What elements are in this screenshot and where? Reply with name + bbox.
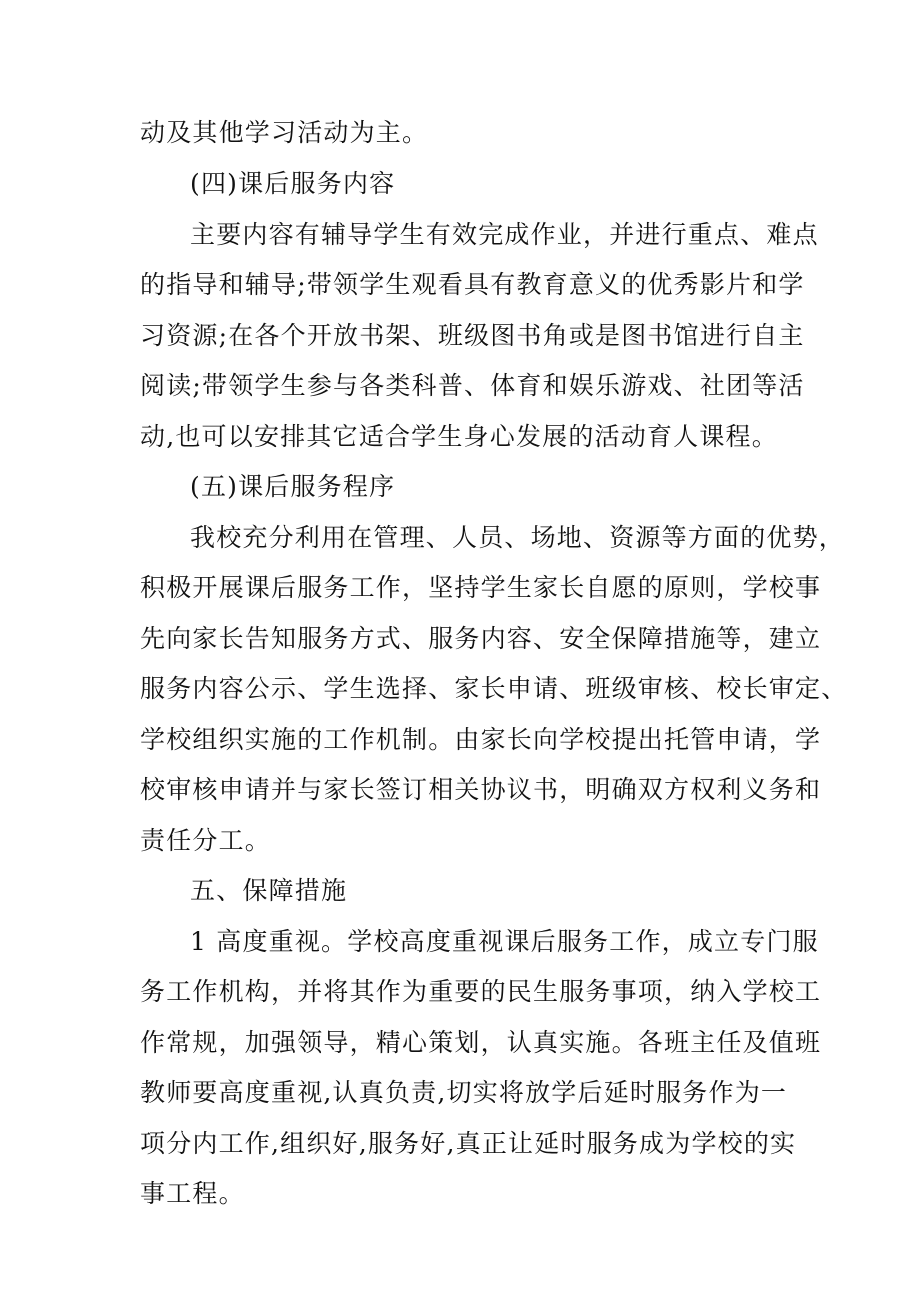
text-line-4: 的指导和辅导;带领学生观看具有教育意义的优秀影片和学: [140, 270, 805, 299]
text-line-14: 校审核申请并与家长签订相关协议书，明确双方权利义务和: [140, 775, 822, 804]
section-heading-4: (四)课后服务内容: [190, 169, 396, 198]
text-line-1: 动及其他学习活动为主。: [140, 118, 429, 147]
text-line-13: 学校组织实施的工作机制。由家长向学校提出托管申请，学: [140, 725, 822, 754]
text-line-12: 服务内容公示、学生选择、家长申请、班级审核、校长审定、: [140, 674, 848, 703]
text-line-11: 先向家长告知服务方式、服务内容、安全保障措施等，建立: [140, 624, 822, 653]
text-line-19: 作常规，加强领导，精心策划，认真实施。各班主任及值班: [140, 1028, 822, 1057]
text-line-22: 事工程。: [140, 1179, 245, 1208]
text-line-3: 主要内容有辅导学生有效完成作业，并进行重点、难点: [190, 220, 819, 249]
text-line-6: 阅读;带领学生参与各类科普、体育和娱乐游戏、社团等活: [140, 371, 805, 400]
text-line-10: 积极开展课后服务工作，坚持学生家长自愿的原则，学校事: [140, 573, 822, 602]
text-line-20: 教师要高度重视,认真负责,切实将放学后延时服务作为一: [140, 1078, 788, 1107]
section-heading-5: (五)课后服务程序: [190, 472, 396, 501]
text-line-7: 动,也可以安排其它适合学生身心发展的活动育人课程。: [140, 422, 778, 451]
section-heading-guarantee: 五、保障措施: [190, 876, 348, 905]
text-line-17: 1 高度重视。学校高度重视课后服务工作，成立专门服: [190, 927, 819, 956]
text-line-5: 习资源;在各个开放书架、班级图书角或是图书馆进行自主: [140, 321, 805, 350]
text-line-18: 务工作机构，并将其作为重要的民生服务事项，纳入学校工: [140, 977, 822, 1006]
text-line-15: 责任分工。: [140, 826, 272, 855]
text-line-9: 我校充分利用在管理、人员、场地、资源等方面的优势，: [190, 523, 846, 552]
text-line-21: 项分内工作,组织好,服务好,真正让延时服务成为学校的实: [140, 1129, 797, 1158]
